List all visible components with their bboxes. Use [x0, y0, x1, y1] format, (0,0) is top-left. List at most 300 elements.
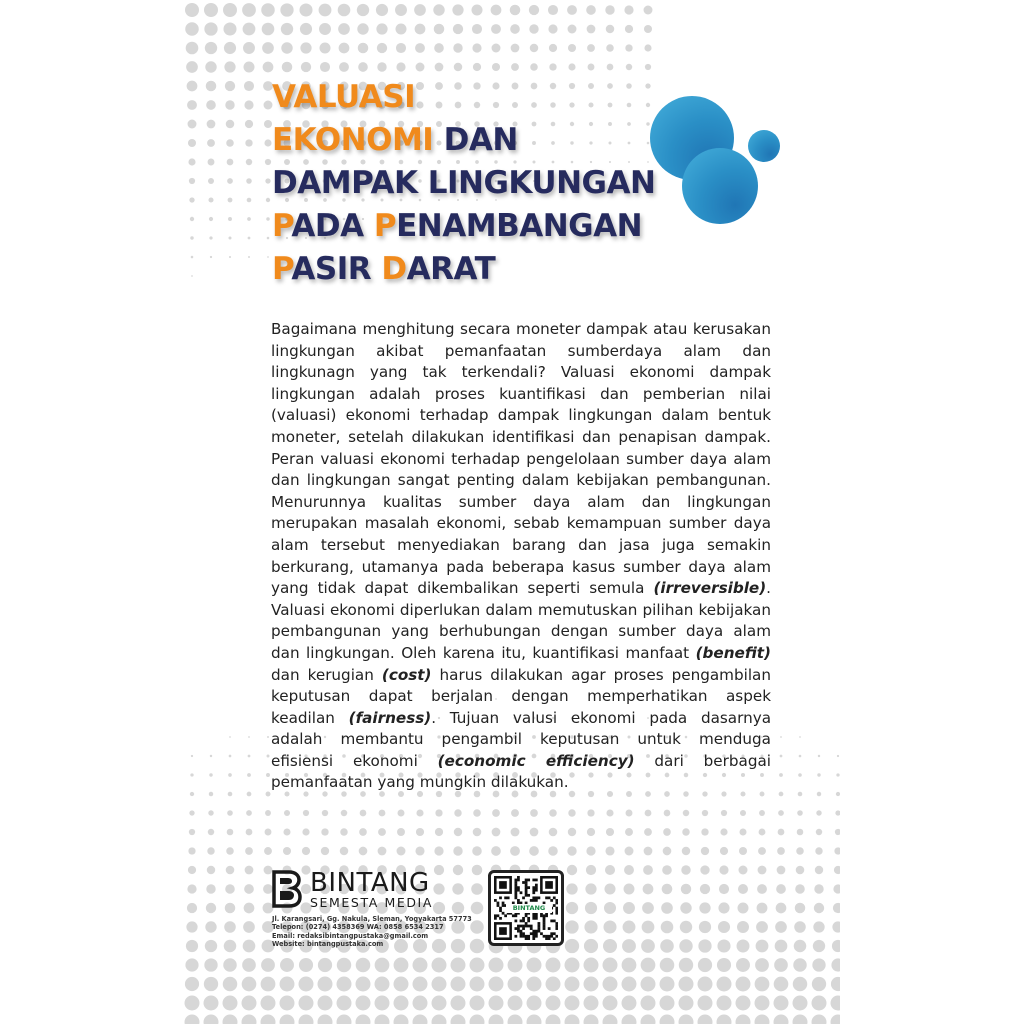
- halftone-dot: [585, 902, 597, 914]
- halftone-dot: [205, 61, 216, 72]
- publisher-contact: [272, 915, 472, 949]
- halftone-dot: [546, 996, 561, 1011]
- halftone-dot: [340, 847, 348, 855]
- halftone-dot: [357, 23, 368, 34]
- halftone-dot: [261, 958, 275, 972]
- halftone-dot: [341, 810, 348, 817]
- halftone-dot: [280, 1015, 295, 1024]
- halftone-dot: [738, 865, 747, 874]
- halftone-dot: [263, 62, 274, 73]
- halftone-dot: [247, 217, 251, 221]
- halftone-dot: [472, 43, 481, 52]
- halftone-dot: [565, 977, 580, 992]
- halftone-dot: [776, 884, 786, 894]
- halftone-dot: [191, 256, 194, 259]
- halftone-dot: [204, 3, 218, 17]
- halftone-dot: [451, 977, 466, 992]
- halftone-dot: [190, 773, 193, 776]
- halftone-dot: [299, 958, 313, 972]
- halftone-dot: [793, 958, 806, 971]
- halftone-dot: [662, 884, 673, 895]
- halftone-dot: [209, 773, 212, 776]
- halftone-dot: [244, 100, 253, 109]
- halftone-dot: [244, 884, 254, 894]
- halftone-dot: [243, 42, 255, 54]
- halftone-dot: [228, 198, 233, 203]
- halftone-dot: [641, 996, 656, 1011]
- halftone-dot: [415, 846, 424, 855]
- halftone-dot: [660, 958, 675, 973]
- halftone-dot: [204, 958, 217, 971]
- halftone-dot: [281, 23, 293, 35]
- halftone-dot: [508, 1015, 523, 1024]
- halftone-dot: [603, 977, 618, 992]
- halftone-dot: [603, 958, 618, 973]
- halftone-dot: [585, 883, 596, 894]
- halftone-dot: [625, 828, 633, 836]
- halftone-dot: [205, 940, 217, 952]
- halftone-dot: [836, 773, 839, 776]
- halftone-dot: [375, 977, 390, 992]
- halftone-dot: [679, 939, 692, 952]
- halftone-dot: [470, 977, 485, 992]
- halftone-dot: [266, 773, 270, 777]
- halftone-dot: [799, 755, 802, 758]
- halftone-dot: [644, 44, 651, 51]
- halftone-dot: [454, 809, 461, 816]
- halftone-dot: [549, 828, 558, 837]
- qr-label: BINTANG: [506, 904, 552, 913]
- halftone-dot: [267, 755, 270, 758]
- halftone-dot: [813, 940, 825, 952]
- halftone-dot: [189, 197, 194, 202]
- halftone-dot: [549, 63, 556, 70]
- halftone-dot: [223, 3, 237, 17]
- halftone-dot: [780, 736, 782, 738]
- halftone-dot: [470, 920, 484, 934]
- halftone-dot: [530, 44, 538, 52]
- halftone-dot: [187, 903, 197, 913]
- halftone-dot: [489, 1015, 504, 1024]
- halftone-dot: [191, 275, 193, 277]
- halftone-dot: [529, 846, 539, 856]
- halftone-dot: [794, 921, 806, 933]
- halftone-dot: [510, 24, 520, 34]
- halftone-dot: [394, 958, 409, 973]
- halftone-dot: [453, 24, 463, 34]
- halftone-dot: [622, 996, 637, 1011]
- halftone-dot: [679, 996, 694, 1011]
- halftone-dot: [698, 1015, 713, 1024]
- halftone-dot: [737, 921, 749, 933]
- halftone-dot: [280, 958, 294, 972]
- title-line-1: VALUASI: [272, 79, 416, 115]
- halftone-dot: [244, 81, 254, 91]
- halftone-dot: [682, 828, 689, 835]
- halftone-dot: [492, 63, 500, 71]
- halftone-dot: [205, 42, 217, 54]
- halftone-dot: [794, 940, 807, 953]
- halftone-dot: [228, 773, 232, 777]
- halftone-dot: [282, 62, 293, 73]
- halftone-dot: [818, 755, 820, 757]
- halftone-dot: [682, 847, 690, 855]
- halftone-dot: [720, 847, 728, 855]
- halftone-dot: [718, 902, 729, 913]
- halftone-dot: [470, 996, 485, 1011]
- halftone-dot: [641, 958, 656, 973]
- halftone-dot: [798, 792, 803, 797]
- halftone-dot: [814, 903, 824, 913]
- halftone-dot: [606, 25, 614, 33]
- halftone-dot: [471, 883, 483, 895]
- halftone-dot: [587, 44, 595, 52]
- halftone-dot: [642, 902, 654, 914]
- halftone-dot: [530, 63, 538, 71]
- halftone-dot: [489, 977, 504, 992]
- halftone-dot: [586, 865, 596, 875]
- halftone-dot: [432, 977, 447, 992]
- halftone-dot: [549, 44, 557, 52]
- halftone-dot: [644, 6, 653, 15]
- halftone-dot: [755, 996, 770, 1011]
- halftone-dot: [701, 828, 708, 835]
- halftone-dot: [622, 958, 637, 973]
- halftone-dot: [565, 1015, 580, 1024]
- halftone-dot: [799, 736, 801, 738]
- halftone-dot: [568, 63, 575, 70]
- halftone-dot: [700, 884, 710, 894]
- halftone-dot: [510, 846, 520, 856]
- halftone-dot: [831, 958, 840, 971]
- halftone-dot: [565, 996, 580, 1011]
- halftone-dot: [626, 810, 633, 817]
- back-cover: [184, 0, 840, 1024]
- halftone-dot: [812, 996, 827, 1011]
- halftone-dot: [248, 237, 251, 240]
- halftone-dot: [359, 847, 368, 856]
- halftone-dot: [813, 921, 824, 932]
- halftone-dot: [261, 1015, 276, 1024]
- halftone-dot: [339, 43, 350, 54]
- halftone-dot: [188, 847, 195, 854]
- halftone-dot: [756, 921, 768, 933]
- halftone-dot: [377, 62, 386, 71]
- halftone-dot: [319, 23, 331, 35]
- halftone-dot: [833, 884, 840, 893]
- halftone-dot: [774, 996, 789, 1011]
- halftone-dot: [226, 866, 235, 875]
- halftone-dot: [587, 25, 596, 34]
- halftone-dot: [453, 846, 462, 855]
- halftone-dot: [415, 43, 425, 53]
- halftone-dot: [318, 977, 333, 992]
- halftone-dot: [717, 1015, 732, 1024]
- halftone-dot: [434, 24, 445, 35]
- halftone-dot: [357, 4, 369, 16]
- halftone-dot: [759, 829, 766, 836]
- title-line-3: DAMPAK LINGKUNGAN: [272, 165, 656, 201]
- halftone-dot: [780, 755, 783, 758]
- halftone-dot: [187, 884, 196, 893]
- halftone-dot: [795, 884, 805, 894]
- halftone-dot: [302, 847, 310, 855]
- halftone-dot: [207, 847, 214, 854]
- halftone-dot: [451, 996, 466, 1011]
- title-line-2: EKONOMI DAN: [272, 122, 518, 158]
- halftone-dot: [776, 903, 787, 914]
- halftone-dot: [188, 120, 197, 129]
- halftone-dot: [206, 81, 217, 92]
- halftone-dot: [492, 828, 501, 837]
- halftone-dot: [566, 902, 578, 914]
- halftone-dot: [796, 866, 805, 875]
- halftone-dot: [510, 5, 521, 16]
- halftone-dot: [204, 22, 217, 35]
- halftone-dot: [223, 996, 238, 1011]
- halftone-dot: [267, 736, 269, 738]
- halftone-dot: [432, 1015, 447, 1024]
- halftone-dot: [698, 939, 711, 952]
- halftone-dot: [641, 977, 656, 992]
- halftone-dot: [832, 921, 840, 932]
- halftone-dot: [210, 755, 212, 757]
- halftone-dot: [491, 5, 502, 16]
- halftone-dot: [812, 977, 826, 991]
- halftone-dot: [470, 958, 485, 973]
- halftone-dot: [624, 884, 635, 895]
- halftone-dot: [774, 1015, 789, 1024]
- halftone-dot: [736, 977, 751, 992]
- halftone-dot: [508, 977, 523, 992]
- halftone-dot: [565, 920, 578, 933]
- halftone-dot: [472, 865, 483, 876]
- halftone-dot: [397, 828, 405, 836]
- halftone-dot: [243, 23, 256, 36]
- halftone-dot: [605, 846, 614, 855]
- halftone-dot: [529, 5, 539, 15]
- publisher-phone: Telepon: (0274) 4358369 WA: 0858 6534 2317: [272, 923, 444, 932]
- halftone-dot: [793, 977, 807, 991]
- halftone-dot: [248, 256, 250, 258]
- halftone-dot: [225, 884, 235, 894]
- halftone-dot: [190, 217, 194, 221]
- halftone-dot: [394, 996, 409, 1011]
- halftone-dot: [584, 939, 598, 953]
- halftone-dot: [473, 809, 481, 817]
- halftone-dot: [242, 958, 256, 972]
- halftone-dot: [242, 1015, 257, 1024]
- halftone-dot: [225, 903, 236, 914]
- halftone-dot: [281, 42, 292, 53]
- halftone-dot: [644, 25, 652, 33]
- halftone-dot: [473, 828, 482, 837]
- halftone-dot: [208, 829, 214, 835]
- halftone-dot: [299, 977, 314, 992]
- halftone-dot: [660, 977, 675, 992]
- halftone-dot: [228, 236, 231, 239]
- halftone-dot: [416, 828, 424, 836]
- halftone-dot: [779, 792, 784, 797]
- small-circle: [748, 130, 780, 162]
- halftone-dot: [606, 809, 613, 816]
- halftone-dot: [435, 828, 443, 836]
- halftone-dot: [186, 921, 197, 932]
- halftone-dot: [413, 996, 428, 1011]
- halftone-dot: [511, 63, 519, 71]
- halftone-dot: [189, 178, 195, 184]
- halftone-dot: [302, 828, 309, 835]
- halftone-dot: [831, 977, 840, 991]
- halftone-dot: [567, 5, 577, 15]
- halftone-dot: [568, 25, 577, 34]
- halftone-dot: [683, 810, 690, 817]
- halftone-dot: [397, 847, 406, 856]
- halftone-dot: [264, 847, 272, 855]
- halftone-dot: [242, 977, 257, 992]
- halftone-dot: [603, 939, 617, 953]
- halftone-dot: [624, 865, 634, 875]
- halftone-dot: [489, 996, 504, 1011]
- halftone-dot: [190, 236, 193, 239]
- halftone-dot: [376, 4, 388, 16]
- halftone-dot: [204, 977, 218, 991]
- halftone-dot: [228, 217, 232, 221]
- halftone-dot: [759, 810, 765, 816]
- halftone-dot: [527, 958, 542, 973]
- halftone-dot: [204, 996, 219, 1011]
- halftone-dot: [798, 773, 802, 777]
- halftone-dot: [375, 1015, 390, 1024]
- halftone-dot: [834, 847, 840, 854]
- halftone-dot: [247, 773, 251, 777]
- halftone-dot: [358, 43, 369, 54]
- halftone-dot: [318, 996, 333, 1011]
- halftone-dot: [299, 1015, 314, 1024]
- halftone-dot: [775, 921, 787, 933]
- halftone-dot: [206, 884, 215, 893]
- halftone-dot: [717, 996, 732, 1011]
- halftone-dot: [322, 810, 328, 816]
- halftone-dot: [681, 884, 691, 894]
- halftone-dot: [265, 810, 271, 816]
- publisher-website: Website: bintangpustaka.com: [272, 940, 384, 949]
- halftone-dot: [719, 884, 729, 894]
- halftone-dot: [698, 996, 713, 1011]
- halftone-dot: [718, 921, 730, 933]
- halftone-dot: [265, 178, 270, 183]
- halftone-dot: [208, 178, 214, 184]
- halftone-dot: [266, 198, 270, 202]
- halftone-dot: [739, 828, 746, 835]
- halftone-dot: [565, 939, 579, 953]
- halftone-dot: [356, 977, 371, 992]
- halftone-dot: [360, 810, 367, 817]
- halftone-dot: [645, 64, 651, 70]
- halftone-dot: [395, 23, 406, 34]
- halftone-dot: [511, 809, 519, 817]
- medium-circle: [682, 148, 758, 224]
- halftone-dot: [567, 865, 577, 875]
- halftone-dot: [185, 977, 199, 991]
- halftone-dot: [359, 828, 367, 836]
- halftone-dot: [660, 939, 674, 953]
- halftone-dot: [529, 24, 538, 33]
- halftone-dot: [777, 866, 786, 875]
- halftone-dot: [228, 792, 233, 797]
- halftone-dot: [607, 64, 614, 71]
- halftone-dot: [299, 3, 312, 16]
- halftone-dot: [680, 921, 692, 933]
- halftone-dot: [229, 256, 231, 258]
- halftone-dot: [661, 902, 673, 914]
- halftone-dot: [245, 139, 252, 146]
- halftone-dot: [774, 958, 788, 972]
- halftone-dot: [604, 902, 616, 914]
- halftone-dot: [681, 865, 690, 874]
- title-line-5: PASIR DARAT: [272, 251, 496, 287]
- halftone-dot: [394, 977, 409, 992]
- halftone-dot: [625, 25, 633, 33]
- halftone-dot: [204, 1015, 219, 1024]
- halftone-dot: [530, 809, 538, 817]
- halftone-dot: [568, 828, 576, 836]
- halftone-dot: [318, 958, 332, 972]
- halftone-dot: [777, 847, 785, 855]
- halftone-dot: [568, 809, 575, 816]
- halftone-dot: [244, 903, 255, 914]
- halftone-dot: [245, 866, 254, 875]
- halftone-dot: [247, 792, 252, 797]
- halftone-dot: [700, 865, 709, 874]
- halftone-dot: [191, 755, 193, 757]
- publisher-address: Jl. Karangsari, Gg. Nakula, Sleman, Yogyakarta 57773: [272, 915, 472, 923]
- halftone-dot: [321, 828, 328, 835]
- halftone-dot: [283, 828, 290, 835]
- halftone-dot: [338, 23, 350, 35]
- halftone-dot: [584, 977, 599, 992]
- publisher-name: BINTANG: [310, 868, 430, 898]
- halftone-dot: [396, 62, 405, 71]
- halftone-dot: [229, 736, 231, 738]
- halftone-dot: [641, 939, 655, 953]
- halftone-dot: [209, 792, 213, 796]
- halftone-dot: [378, 828, 386, 836]
- halftone-dot: [698, 977, 713, 992]
- halftone-dot: [267, 256, 269, 258]
- halftone-dot: [209, 236, 212, 239]
- halftone-dot: [186, 940, 198, 952]
- halftone-dot: [227, 159, 234, 166]
- halftone-dot: [415, 24, 426, 35]
- halftone-dot: [225, 100, 234, 109]
- halftone-dot: [679, 977, 694, 992]
- halftone-dot: [491, 846, 501, 856]
- halftone-dot: [796, 847, 804, 855]
- halftone-dot: [530, 828, 539, 837]
- halftone-dot: [320, 62, 330, 72]
- halftone-dot: [280, 996, 295, 1011]
- halftone-dot: [186, 42, 199, 55]
- halftone-dot: [209, 217, 213, 221]
- halftone-dot: [606, 828, 614, 836]
- halftone-dot: [340, 828, 348, 836]
- halftone-dot: [434, 43, 444, 53]
- halftone-dot: [185, 996, 200, 1011]
- halftone-dot: [227, 829, 234, 836]
- halftone-dot: [623, 921, 636, 934]
- halftone-dot: [511, 828, 520, 837]
